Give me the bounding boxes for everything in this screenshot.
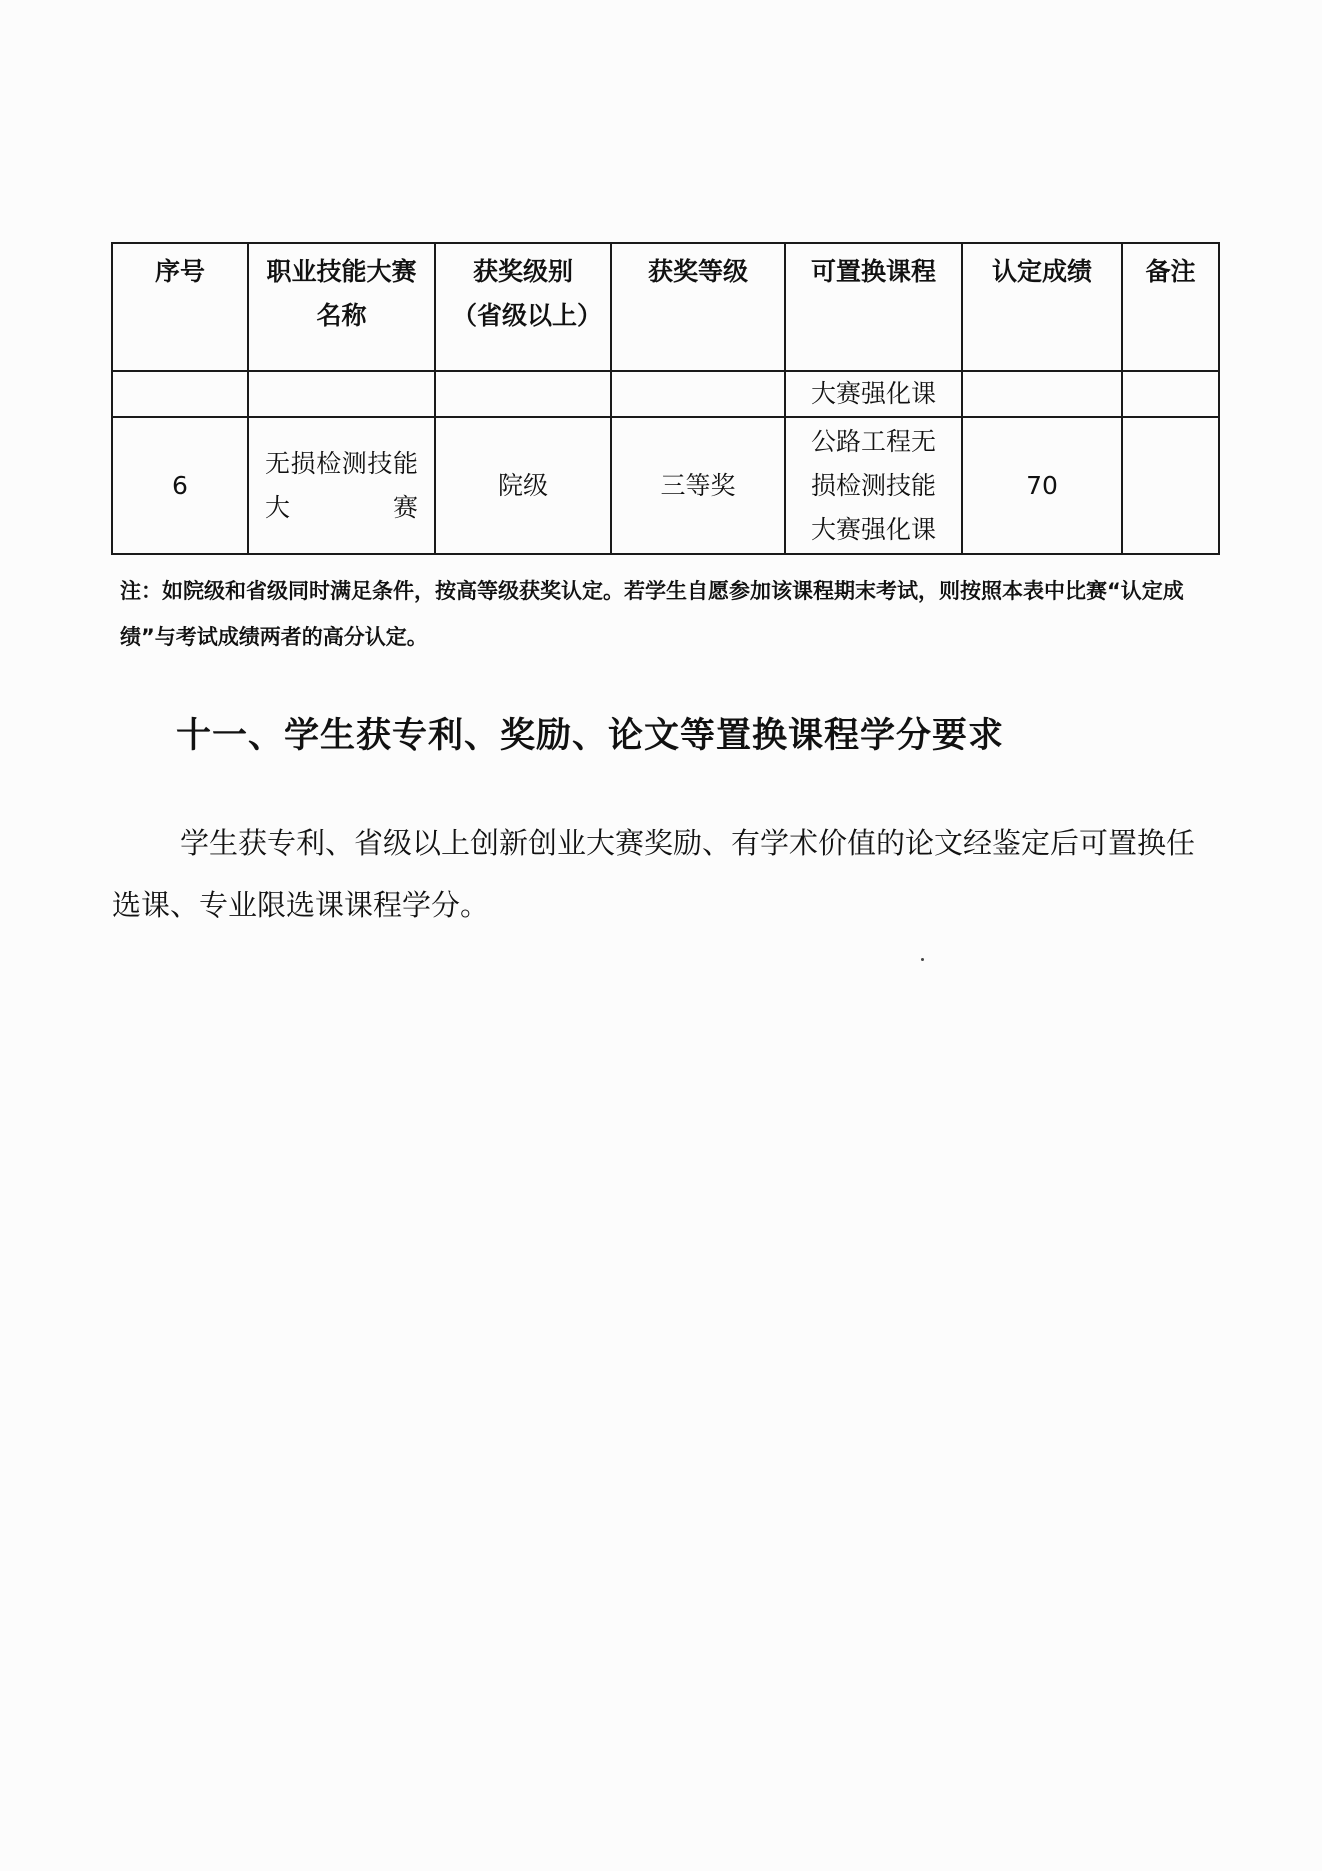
cell-award-grade: 三等奖 [611,417,785,554]
cell-empty [435,371,611,417]
scan-speck [921,958,924,961]
section-body: 学生获专利、省级以上创新创业大赛奖励、有学术价值的论文经鉴定后可置换任选课、专业限选课课程学分。 [112,826,1196,922]
table-row-continued [112,371,1219,417]
header-award-level: 获奖级别（省级以上） [435,243,611,371]
header-award-grade: 获奖等级 [611,243,785,371]
cell-recognized-score: 70 [962,417,1122,554]
cell-empty [962,371,1122,417]
table-row [112,417,1219,554]
table-note: 注：如院级和省级同时满足条件，按高等级获奖认定。若学生自愿参加该课程期末考试，则按照本表中比赛“认定成绩”与考试成绩两者的高分认定。 [120,579,1184,649]
cell-index: 6 [112,417,248,554]
header-recognized-score: 认定成绩 [962,243,1122,371]
cell-empty [611,371,785,417]
header-replaceable-course: 可置换课程 [785,243,962,371]
cell-empty [248,371,435,417]
section-heading: 十一、学生获专利、奖励、论文等置换课程学分要求 [176,716,1005,756]
cell-remarks [1122,417,1219,554]
header-remarks: 备注 [1122,243,1219,371]
cell-course-continued: 大赛强化课 [785,371,962,417]
cell-empty [112,371,248,417]
header-competition-name: 职业技能大赛名称 [248,243,435,371]
cell-competition-name: 无损检测技能大赛 [248,417,435,554]
award-credit-table [111,242,1220,555]
cell-replaceable-course: 公路工程无损检测技能大赛强化课 [785,417,962,554]
table-header-row [112,243,1219,371]
cell-award-level: 院级 [435,417,611,554]
header-index: 序号 [112,243,248,371]
cell-empty [1122,371,1219,417]
